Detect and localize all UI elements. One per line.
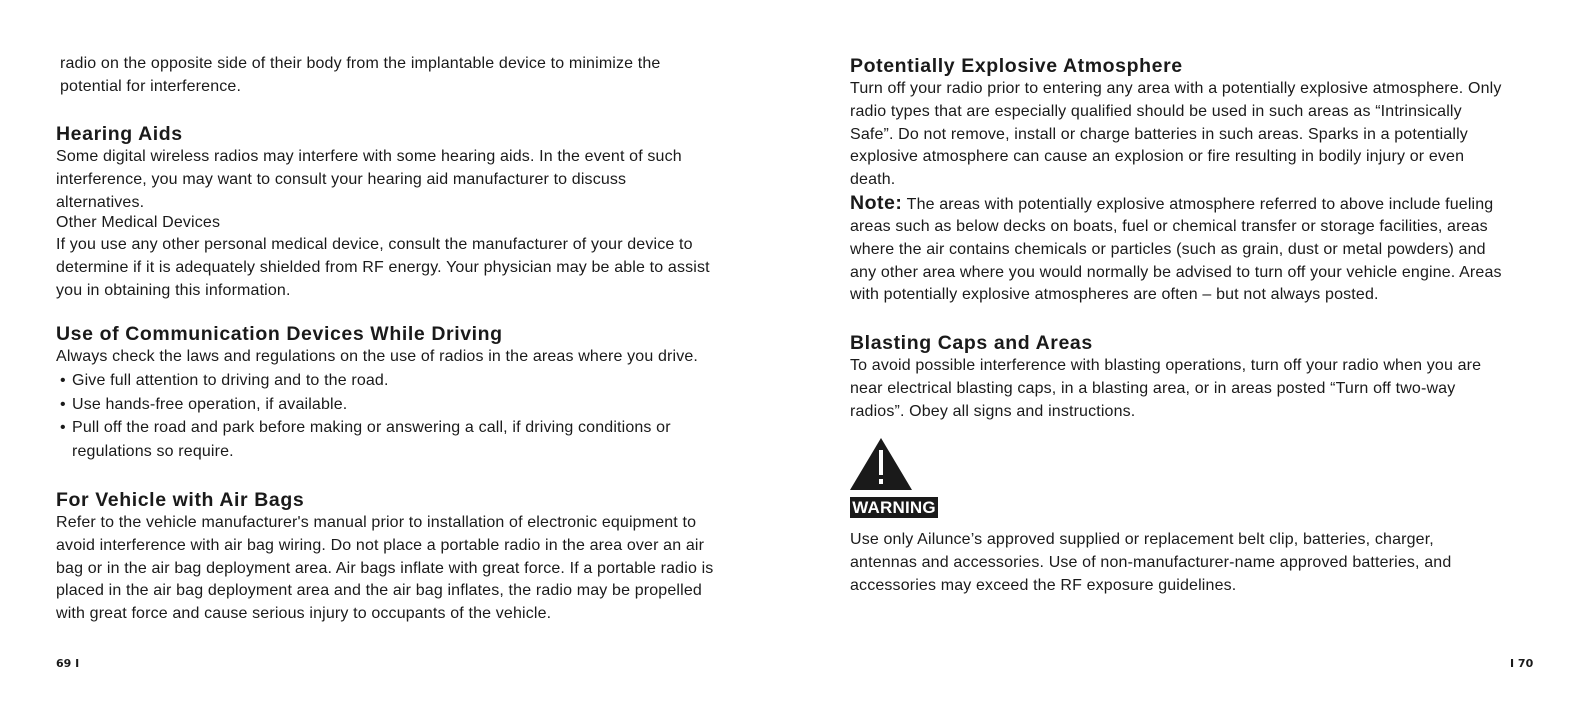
bullet-icon: •: [60, 372, 66, 389]
list-item: • Give full attention to driving and to the road.: [56, 369, 746, 393]
driving-heading: Use of Communication Devices While Driving: [56, 323, 503, 345]
bullet-icon: •: [60, 419, 66, 436]
warning-label: WARNING: [850, 497, 938, 518]
explosive-atmosphere-heading: Potentially Explosive Atmosphere: [850, 55, 1183, 77]
explosive-atmosphere-paragraph: Turn off your radio prior to entering any area with a potentially explosive atmosphere. Only radio types that are especially qualified should be used in such areas as “Intrinsically Safe”. Do not remove, install or charge batteries in such areas. Sparks in a potentially explosive atmosphere can cause an explosion or fire resulting in bodily injury or even death.: [850, 80, 1502, 189]
note-label: Note:: [850, 192, 903, 214]
other-medical-devices-subheading: Other Medical Devices: [56, 214, 221, 231]
warning-triangle-icon: [850, 438, 912, 497]
hearing-aids-paragraph: Some digital wireless radios may interfere with some hearing aids. In the event of such interference, you may want to consult your hearing aid manufacturer to discuss alternatives.: [56, 148, 682, 211]
driving-bullet-list: [56, 369, 746, 463]
intro-paragraph: radio on the opposite side of their body from the implantable device to minimize the potential for interference.: [60, 55, 661, 95]
page-number-right: I 70: [1510, 657, 1534, 670]
list-item: • Use hands-free operation, if available.: [56, 393, 746, 417]
blasting-heading: Blasting Caps and Areas: [850, 332, 1093, 354]
page-number-left: 69 I: [56, 657, 80, 670]
note-first-line: The areas with potentially explosive atmosphere referred to above include fueling: [906, 196, 1494, 213]
other-medical-devices-paragraph: If you use any other personal medical device, consult the manufacturer of your device to determine if it is adequately shielded from RF energy. Your physician may be able to assist you in obtaining this information.: [56, 236, 710, 299]
air-bags-paragraph: Refer to the vehicle manufacturer's manual prior to installation of electronic equipment to avoid interference with air bag wiring. Do not place a portable radio in the area over an air bag or in the air bag deployment area. Air bags inflate with great force. If a portable radio is placed in the air bag deployment area and the air bag inflates, the radio may be propelled with great force and cause serious injury to occupants of the vehicle.: [56, 514, 714, 623]
hearing-aids-heading: Hearing Aids: [56, 123, 183, 145]
air-bags-heading: For Vehicle with Air Bags: [56, 489, 305, 511]
note-paragraph: areas such as below decks on boats, fuel or chemical transfer or storage facilities, areas where the air contains chemicals or particles (such as grain, dust or metal powders) and any other area where you would normally be advised to turn off your vehicle engine. Areas with potentially explosive atmospheres are often – but not always posted.: [850, 218, 1502, 304]
note-line: [850, 192, 1493, 217]
bullet-icon: •: [60, 395, 66, 413]
blasting-paragraph: To avoid possible interference with blasting operations, turn off your radio when you are near electrical blasting caps, in a blasting area, or in areas posted “Turn off two-way radios”. Obey all signs and instructions.: [850, 357, 1482, 420]
list-item: • Pull off the road and park before making or answering a call, if driving conditions or regulations so require.: [56, 416, 746, 463]
driving-paragraph: Always check the laws and regulations on the use of radios in the areas where you drive.: [56, 348, 698, 365]
warning-paragraph: Use only Ailunce’s approved supplied or replacement belt clip, batteries, charger, antennas and accessories. Use of non-manufacturer-name approved batteries, and accessories may exceed the RF exposure guidelines.: [850, 531, 1452, 594]
